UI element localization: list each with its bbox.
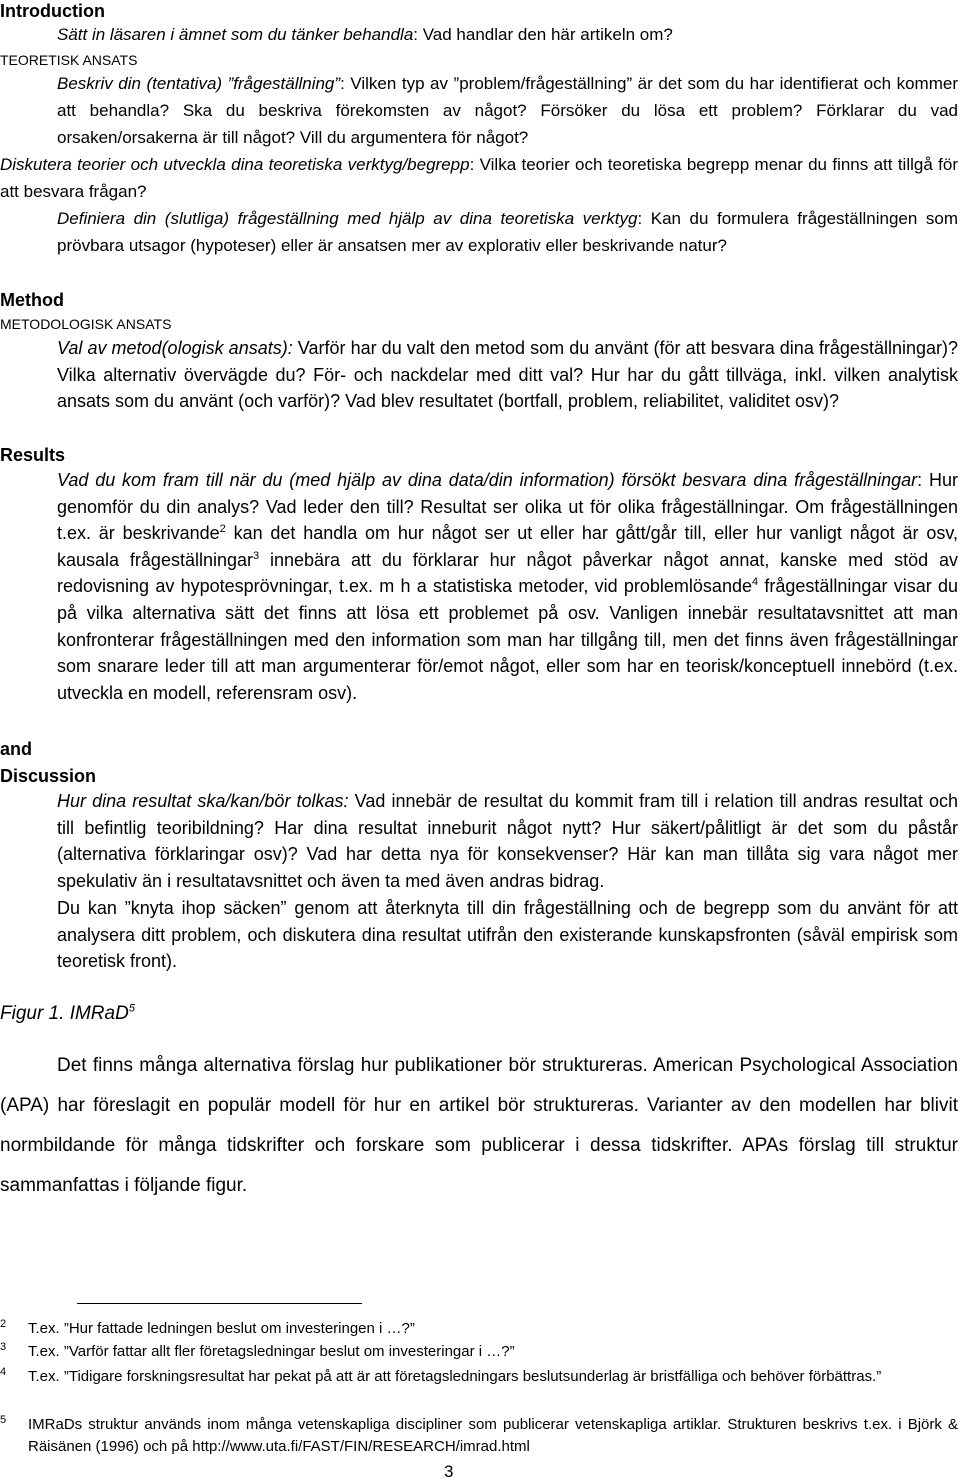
results-text-4: frågeställningar visar du på vilka alternativa sätt det finns att lösa ett problemet på osv. Vanligen innebär resultatavsnittet att man konfronterar frågeställningen med den information som man har tillgång till, men det finns även frågeställningar som snarare leder till att man argumenterar för/emot något, eller som har en teorisk/konceptuell innebörd (t.ex. utveckla en modell, referensram osv). [57, 576, 958, 703]
intro-line-text: : Vad handlar den här artikeln om? [413, 25, 673, 44]
footnote-ref-5: 5 [128, 1002, 135, 1015]
intro-p3-italic: Definiera din (slutliga) frågeställning med hjälp av dina teoretiska verktyg [57, 209, 638, 228]
results-paragraph [57, 467, 958, 706]
intro-p1-text: : Vilken typ av ”problem/frågeställning” är det som du har identifierat och kommer att behandla? Ska du beskriva förekomsten av något? Försöker du lösa ett problem? Förklarar du vad orsaken/orsakerna är till något? Vill du argumentera för något? [57, 74, 958, 147]
footnote-text: T.ex. ”Tidigare forskningsresultat har pekat på att är att företagsledningars beslutsunderlag är bristfälliga och behöver förbättras.” [28, 1368, 882, 1385]
footnote-text: IMRaDs struktur används inom många vetenskapliga discipliner som publicerar vetenskapliga artiklar. Strukturen beskrivs t.ex. i Björk & Räisänen (1996) och på http://www.uta.fi/FAST/FIN/RESEARCH/imrad.html [28, 1416, 958, 1455]
method-paragraph [57, 335, 958, 415]
method-p1-text: Varför har du valt den metod som du använt (för att besvara dina frågeställningar)? Vilka alternativ övervägde du? För- och nackdelar med ditt val? Hur har du gått tillväga, inkl. vilken analytisk ansats som du använt (och varför)? Vad blev resultatet (bortfall, problem, reliabilitet, validitet osv)? [57, 338, 958, 412]
footnote-ref-3: 3 [253, 549, 260, 562]
footnote-number: 4 [0, 1366, 7, 1378]
footnote-number: 5 [0, 1414, 7, 1426]
footnote-ref-4: 4 [751, 576, 759, 589]
results-italic: Vad du kom fram till när du (med hjälp av dina data/din information) försökt besvara dina frågeställningar [57, 470, 918, 490]
discussion-paragraph-2: Du kan ”knyta ihop säcken” genom att återknyta till din frågeställning och de begrepp som du använt för att analysera ditt problem, och diskutera dina resultat utifrån den existerande kunskapsfronten (såväl empirisk som teoretisk front). [57, 898, 958, 972]
intro-p1-italic: Beskriv din (tentativa) ”frågeställning” [57, 74, 341, 93]
intro-p2-italic: Diskutera teorier och utveckla dina teoretiska verktyg/begrepp [0, 155, 470, 174]
section-label-and: and [0, 739, 33, 759]
results-text-3: innebära att du förklarar hur något påverkar något annat, kanske med stöd av redovisning av hypotesprövningar, t.ex. m h a statistiska metoder, vid problemlösande [57, 549, 958, 597]
intro-p2-text: : Vilka teorier och teoretiska begrepp menar du finns att tillgå för att besvara frågan? [0, 155, 958, 201]
footnote-5 [0, 1414, 958, 1458]
intro-paragraph-1 [57, 70, 958, 151]
discussion-p1-text: Vad innebär de resultat du kommit fram till i relation till andras resultat och till befintlig teoribildning? Har dina resultat inneburit något nytt? Hur säkert/pålitligt är det som du påstår (alternativa förklaringar osv)? Vad har detta nya för konsekvenser? Här kan man tillåta sig vara något mer spekulativ än i resultatavsnittet och även ta med även andras bidrag. [57, 791, 958, 891]
footnote-divider [77, 1303, 362, 1304]
intro-line [57, 21, 958, 48]
footnote-3 [0, 1341, 958, 1363]
footnote-number: 2 [0, 1318, 7, 1330]
section-title-introduction: Introduction [0, 1, 105, 21]
intro-paragraph-3 [57, 205, 958, 259]
figure-caption-text: Figur 1. IMRaD [0, 1003, 129, 1024]
intro-p3-text: : Kan du formulera frågeställningen som prövbara utsagor (hypoteser) eller är ansatsen mer av explorativ eller beskrivande natur? [57, 209, 958, 255]
footnote-2 [0, 1318, 958, 1340]
body-paragraph [0, 1046, 958, 1206]
footnote-number: 3 [0, 1341, 7, 1353]
intro-line-italic: Sätt in läsaren i ämnet som du tänker behandla [57, 25, 414, 44]
discussion-paragraph-1 [57, 788, 958, 894]
caps-heading-teoretisk: TEORETISK ANSATS [0, 52, 138, 68]
method-p1-italic: Val av metod(ologisk ansats): [57, 338, 293, 358]
body-paragraph-text: Det finns många alternativa förslag hur publikationer bör struktureras. American Psychological Association (APA) har föreslagit en populär modell för hur en artikel bör struktureras. Varianter av den modellen har blivit normbildande för många tidskrifter och forskare som publicerar i dessa tidskrifter. APAs förslag till struktur sammanfattas i följande figur. [0, 1055, 958, 1196]
footnote-text: T.ex. ”Hur fattade ledningen beslut om investeringen i …?” [28, 1320, 415, 1337]
results-text-1: : Hur genomför du din analys? Vad leder den till? Resultat ser olika ut för olika frågeställningar. Om frågeställningen t.ex. är beskrivande [57, 470, 958, 544]
results-text-2: kan det handla om hur något ser ut eller har gått/går till, eller hur vanligt något är osv, kausala frågeställningar [57, 523, 958, 570]
section-title-discussion: Discussion [0, 766, 97, 786]
footnote-ref-2: 2 [219, 523, 226, 536]
caps-heading-metodologisk: METODOLOGISK ANSATS [0, 316, 172, 332]
page-number: 3 [444, 1462, 454, 1481]
intro-paragraph-2 [0, 151, 958, 205]
footnote-text: T.ex. ”Varför fattar allt fler företagsledningar beslut om investeringar i …?” [28, 1343, 515, 1360]
section-title-results: Results [0, 445, 66, 465]
figure-caption [0, 1003, 135, 1025]
section-title-method: Method [0, 290, 64, 310]
footnote-4 [0, 1366, 958, 1388]
discussion-p1-italic: Hur dina resultat ska/kan/bör tolkas: [57, 791, 349, 811]
